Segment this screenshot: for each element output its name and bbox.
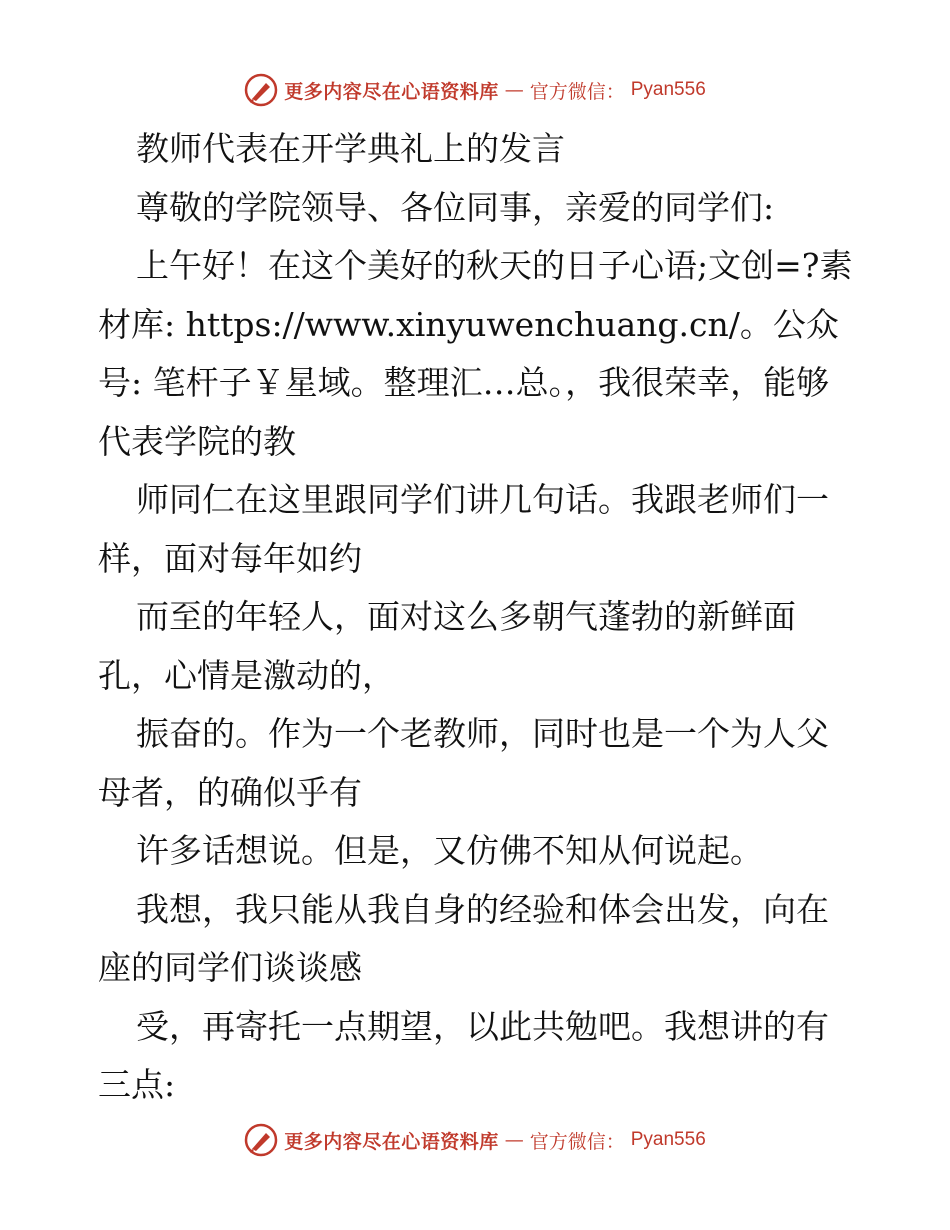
document-body (98, 120, 858, 1115)
pen-nib-logo-icon (244, 73, 278, 107)
pen-nib-logo-icon (244, 1123, 278, 1157)
document-title: 教师代表在开学典礼上的发言 (136, 129, 565, 168)
banner-wechat-id: Pyan556 (630, 1129, 706, 1150)
body-paragraph: 振奋的。作为一个老教师，同时也是一个为人父母者，的确似乎有 (98, 714, 829, 812)
banner-site-text: 更多内容尽在心语资料库 (284, 1130, 499, 1153)
banner-wechat-id: Pyan556 (630, 79, 706, 100)
banner-dash: — (504, 79, 524, 101)
banner-site-text: 更多内容尽在心语资料库 (284, 80, 499, 103)
header-banner (0, 70, 950, 110)
body-paragraph: 上午好！在这个美好的秋天的日子心语;文创=?素材库: https://www.xinyuwenchuang.cn/。公众号: 笔杆子￥星域。整理汇…总。，我很荣幸，能够代表学院的教 (98, 246, 853, 461)
body-paragraph: 受，再寄托一点期望，以此共勉吧。我想讲的有三点: (98, 1006, 829, 1104)
banner-wechat-label: 官方微信： (529, 1130, 625, 1153)
footer-banner (0, 1120, 950, 1160)
body-paragraph: 师同仁在这里跟同学们讲几句话。我跟老师们一样，面对每年如约 (98, 480, 829, 578)
banner-wechat-label: 官方微信： (529, 80, 625, 103)
salutation-paragraph: 尊敬的学院领导、各位同事，亲爱的同学们: (136, 187, 775, 227)
body-paragraph: 许多话想说。但是，又仿佛不知从何说起。 (136, 831, 763, 870)
body-paragraph: 我想，我只能从我自身的经验和体会出发，向在座的同学们谈谈感 (98, 889, 829, 987)
banner-dash: — (504, 1129, 524, 1151)
body-paragraph: 而至的年轻人，面对这么多朝气蓬勃的新鲜面孔，心情是激动的， (98, 597, 796, 695)
